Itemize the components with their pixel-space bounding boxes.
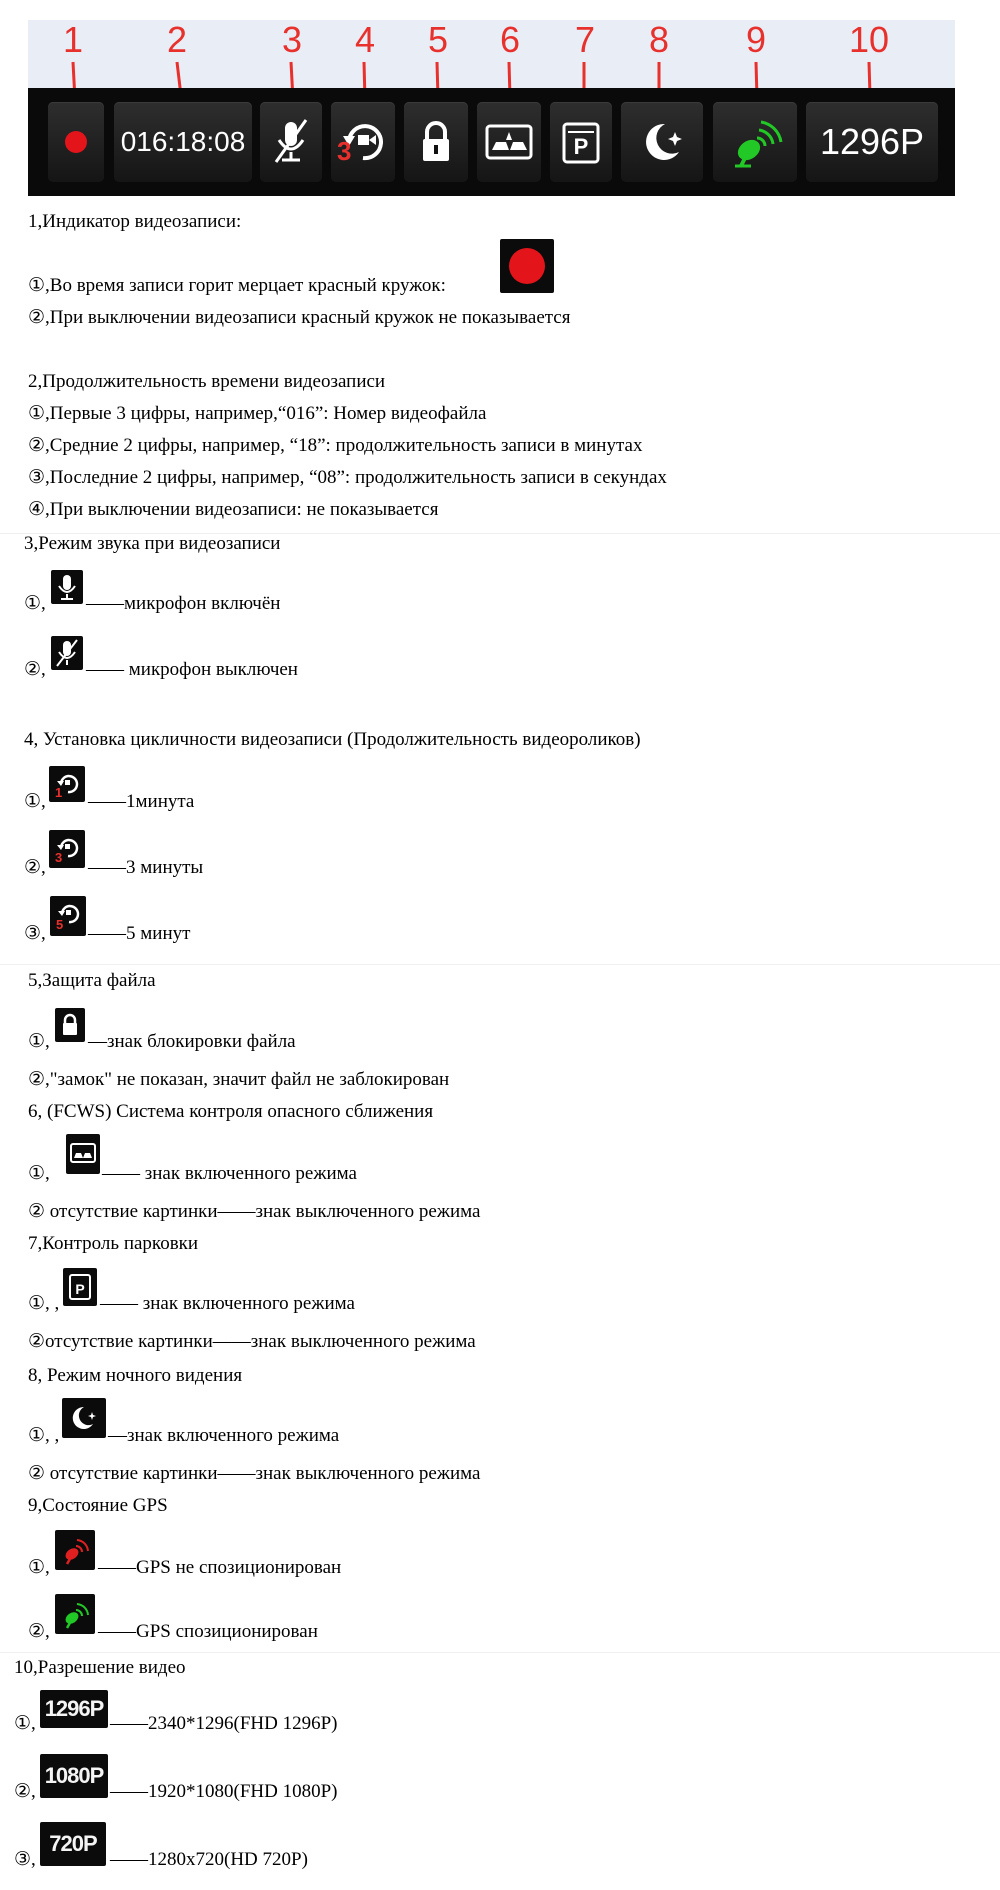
section-10-item-2-text: ——1920*1080(FHD 1080P) bbox=[110, 1781, 338, 1802]
microphone-muted-icon bbox=[260, 102, 322, 182]
callout-number-7: 7 bbox=[574, 19, 596, 60]
section-2-line-2: ②,Средние 2 цифры, например, “18”: продолжительность записи в минутах bbox=[28, 435, 643, 456]
section-8-item-2: ② отсутствие картинки——знак выключенного режима bbox=[28, 1463, 481, 1484]
loop-1min-icon bbox=[49, 766, 85, 802]
section-3-title: 3,Режим звука при видеозаписи bbox=[24, 533, 281, 554]
fcws-button[interactable] bbox=[477, 102, 541, 182]
loop-3min-icon bbox=[49, 830, 85, 868]
section-6-item-2: ② отсутствие картинки——знак выключенного режима bbox=[28, 1201, 481, 1222]
section-1-title: 1,Индикатор видеозаписи: bbox=[28, 211, 242, 232]
section-7-item-1-prefix: ①, , bbox=[28, 1293, 60, 1314]
section-9-item-2-prefix: ②, bbox=[28, 1621, 50, 1642]
section-10-item-1-prefix: ①, bbox=[14, 1713, 36, 1734]
section-3-item-2-prefix: ②, bbox=[24, 659, 46, 680]
record-time-display: 016:18:08 bbox=[114, 102, 252, 182]
resolution-display: 1296P bbox=[806, 102, 938, 182]
section-1-line-2: ②,При выключении видеозаписи красный кружок не показывается bbox=[28, 307, 571, 328]
section-4-item-2-prefix: ②, bbox=[24, 857, 46, 878]
section-7-item-1-text: —— знак включенного режима bbox=[100, 1293, 355, 1314]
resolution-720p-icon: 720P bbox=[40, 1822, 106, 1866]
dashcam-status-toolbar bbox=[28, 88, 955, 196]
callout-number-2: 2 bbox=[166, 19, 188, 60]
section-5-item-1-prefix: ①, bbox=[28, 1031, 50, 1052]
section-9-item-1-text: ——GPS не спозиционирован bbox=[98, 1557, 342, 1578]
section-10-item-2-prefix: ②, bbox=[14, 1781, 36, 1802]
resolution-1080p-icon: 1080P bbox=[40, 1754, 108, 1798]
loop-5min-icon bbox=[50, 896, 86, 936]
svg-text:P: P bbox=[75, 1281, 85, 1297]
record-dot-icon bbox=[500, 239, 554, 293]
section-9-item-1-prefix: ①, bbox=[28, 1557, 50, 1578]
divider bbox=[0, 1652, 1000, 1653]
section-4-title: 4, Установка цикличности видеозаписи (Продолжительность видеороликов) bbox=[24, 729, 641, 750]
callout-number-4: 4 bbox=[354, 19, 376, 60]
callout-number-8: 8 bbox=[648, 19, 670, 60]
section-10-item-1-text: ——2340*1296(FHD 1296P) bbox=[110, 1713, 338, 1734]
microphone-on-icon bbox=[51, 570, 83, 604]
section-4-item-3-prefix: ③, bbox=[24, 923, 46, 944]
section-2-title: 2,Продолжительность времени видеозаписи bbox=[28, 371, 386, 392]
callout-number-3: 3 bbox=[281, 19, 303, 60]
loop-digit: 5 bbox=[56, 917, 64, 932]
section-3-item-2-text: —— микрофон выключен bbox=[86, 659, 298, 680]
gps-fixed-icon bbox=[55, 1594, 95, 1634]
gps-not-fixed-icon bbox=[55, 1530, 95, 1570]
gps-status-button[interactable] bbox=[713, 102, 797, 182]
section-4-item-2-text: ——3 минуты bbox=[88, 857, 204, 878]
section-3-item-1-text: ——микрофон включён bbox=[86, 593, 281, 614]
section-2-line-4: ④,При выключении видеозаписи: не показывается bbox=[28, 499, 439, 520]
section-8-title: 8, Режим ночного видения bbox=[28, 1365, 243, 1386]
moon-stars-icon bbox=[621, 102, 703, 182]
section-1-line-1: ①,Во время записи горит мерцает красный кружок: bbox=[28, 275, 446, 296]
parking-icon bbox=[63, 1268, 97, 1306]
gps-satellite-icon bbox=[713, 102, 797, 182]
file-lock-button[interactable] bbox=[404, 102, 468, 182]
parking-icon bbox=[550, 102, 612, 182]
section-10-item-3-text: ——1280x720(HD 720P) bbox=[110, 1849, 308, 1870]
lock-icon bbox=[404, 102, 468, 182]
section-6-title: 6, (FCWS) Система контроля опасного сближения bbox=[28, 1101, 434, 1122]
section-6-item-1-prefix: ①, bbox=[28, 1163, 50, 1184]
section-5-item-2: ②,"замок" не показан, значит файл не заблокирован bbox=[28, 1069, 450, 1090]
loop-digit: 1 bbox=[55, 785, 63, 800]
collision-warning-icon bbox=[477, 102, 541, 182]
callout-number-6: 6 bbox=[499, 19, 521, 60]
loop-recording-button[interactable] bbox=[331, 102, 395, 182]
night-vision-button[interactable] bbox=[621, 102, 703, 182]
section-5-title: 5,Защита файла bbox=[28, 970, 156, 991]
svg-text:P: P bbox=[573, 134, 589, 159]
loop-digit: 3 bbox=[55, 850, 63, 865]
record-dot-icon bbox=[65, 131, 87, 153]
lock-icon bbox=[55, 1008, 85, 1042]
callout-number-5: 5 bbox=[427, 19, 449, 60]
section-4-item-1-text: ——1минута bbox=[88, 791, 195, 812]
section-7-title: 7,Контроль парковки bbox=[28, 1233, 199, 1254]
callout-number-1: 1 bbox=[62, 19, 84, 60]
section-2-line-1: ①,Первые 3 цифры, например,“016”: Номер видеофайла bbox=[28, 403, 487, 424]
loop-minutes-digit: 3 bbox=[337, 136, 352, 166]
moon-stars-icon bbox=[62, 1398, 106, 1438]
section-6-item-1-text: —— знак включенного режима bbox=[102, 1163, 357, 1184]
section-8-item-1-prefix: ①, , bbox=[28, 1425, 60, 1446]
section-10-title: 10,Разрешение видео bbox=[14, 1657, 186, 1678]
resolution-1296p-icon: 1296P bbox=[40, 1690, 108, 1728]
section-4-item-3-text: ——5 минут bbox=[88, 923, 191, 944]
parking-monitor-button[interactable] bbox=[550, 102, 612, 182]
callout-number-9: 9 bbox=[745, 19, 767, 60]
section-2-line-3: ③,Последние 2 цифры, например, “08”: продолжительность записи в секундах bbox=[28, 467, 667, 488]
section-8-item-1-text: —знак включенного режима bbox=[108, 1425, 340, 1446]
section-9-item-2-text: ——GPS спозиционирован bbox=[98, 1621, 318, 1642]
collision-warning-icon bbox=[66, 1134, 100, 1174]
section-9-title: 9,Состояние GPS bbox=[28, 1495, 168, 1516]
microphone-button[interactable] bbox=[260, 102, 322, 182]
section-3-item-1-prefix: ①, bbox=[24, 593, 46, 614]
section-7-item-2: ②отсутствие картинки——знак выключенного режима bbox=[28, 1331, 476, 1352]
callout-number-10: 10 bbox=[848, 19, 890, 60]
record-indicator[interactable] bbox=[48, 102, 104, 182]
section-5-item-1-text: —знак блокировки файла bbox=[88, 1031, 296, 1052]
divider bbox=[0, 964, 1000, 965]
section-10-item-3-prefix: ③, bbox=[14, 1849, 36, 1870]
microphone-off-icon bbox=[51, 636, 83, 670]
section-4-item-1-prefix: ①, bbox=[24, 791, 46, 812]
